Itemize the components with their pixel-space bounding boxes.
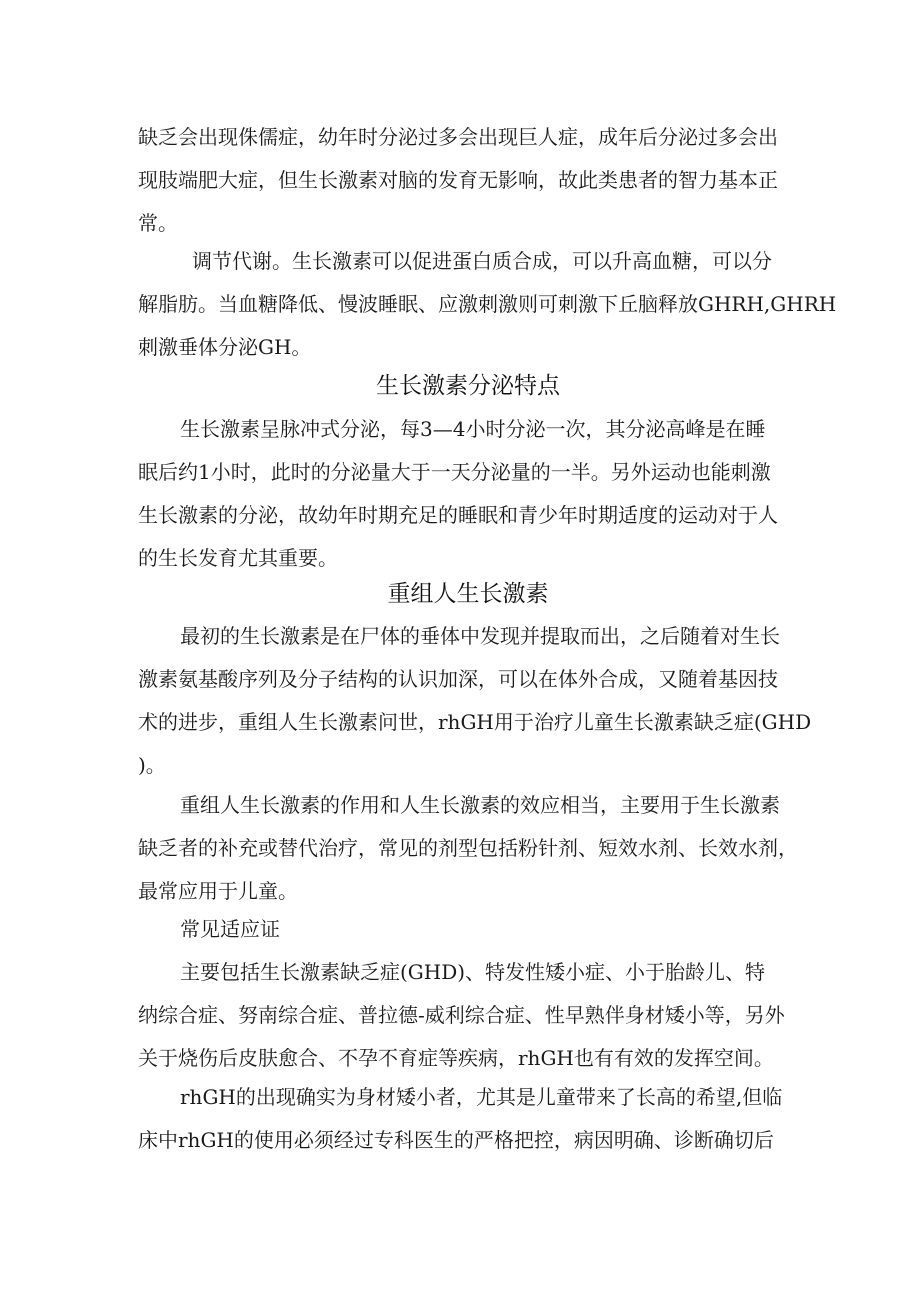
paragraph-indications [138,951,798,1080]
text-line: 现肢端肥大症，但生长激素对脑的发育无影响，故此类患者的智力基本正 [138,168,778,192]
text-line: 解脂肪。当血糖降低、慢波睡眠、应激刺激则可刺激下丘脑释放GHRH,GHRH [138,292,837,316]
text-line: 调节代谢。生长激素可以促进蛋白质合成，可以升高血糖，可以分 [192,249,772,273]
text-line: 常。 [138,211,178,235]
text-line: 术的进步，重组人生长激素问世，rhGH用于治疗儿童生长激素缺乏症(GHD [138,710,812,734]
paragraph-metabolism [138,240,837,369]
text-line: 生长激素呈脉冲式分泌，每3—4小时分泌一次，其分泌高峰是在睡 [180,417,766,441]
text-line: 重组人生长激素的作用和人生长激素的效应相当，主要用于生长激素 [180,793,780,817]
text-line: 眠后约1小时，此时的分泌量大于一天分泌量的一半。另外运动也能刺激 [138,460,771,484]
paragraph-rhgh-hope [138,1076,798,1162]
text-line: 的生长发育尤其重要。 [138,546,338,570]
text-line: 生长激素的分泌，故幼年时期充足的睡眠和青少年时期适度的运动对于人 [138,503,778,527]
section-heading-rhgh: 重组人生长激素 [387,581,549,607]
text-line: 床中rhGH的使用必须经过专科医生的严格把控，病因明确、诊断确切后 [138,1128,774,1152]
text-line: 最初的生长激素是在尸体的垂体中发现并提取而出，之后随着对生长 [180,624,780,648]
paragraph-rhgh-usage [138,784,798,913]
text-line: rhGH的出现确实为身材矮小者，尤其是儿童带来了长高的希望,但临 [180,1085,783,1109]
paragraph-dwarfism [138,116,798,245]
text-line: 纳综合症、努南综合症、普拉德-威利综合症、性早熟伴身材矮小等，另外 [138,1003,785,1027]
paragraph-secretion [138,408,798,580]
section-heading-secretion: 生长激素分泌特点 [376,373,560,399]
text-line: )。 [138,753,166,777]
text-line: 刺激垂体分泌GH。 [138,335,312,359]
text-line: 常见适应证 [180,917,280,941]
text-line: 缺乏者的补充或替代治疗，常见的剂型包括粉针剂、短效水剂、长效水剂， [138,836,798,860]
text-line: 关于烧伤后皮肤愈合、不孕不育症等疾病，rhGH也有有效的发挥空间。 [138,1046,774,1070]
text-line: 主要包括生长激素缺乏症(GHD)、特发性矮小症、小于胎龄儿、特 [180,960,766,984]
paragraph-rhgh-history [138,615,812,787]
text-line: 激素氨基酸序列及分子结构的认识加深，可以在体外合成，又随着基因技 [138,667,778,691]
text-line: 最常应用于儿童。 [138,879,298,903]
paragraph-indications-label [138,908,798,951]
text-line: 缺乏会出现侏儒症，幼年时分泌过多会出现巨人症，成年后分泌过多会出 [138,125,778,149]
